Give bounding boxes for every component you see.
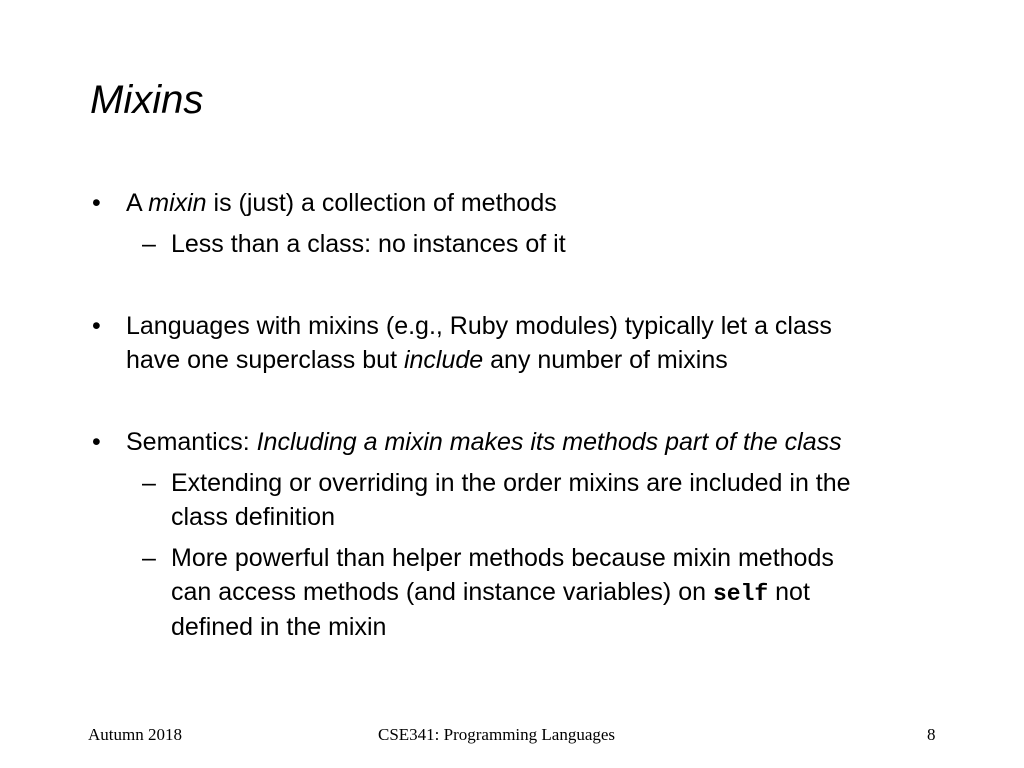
sub-bullet-marker: – (142, 544, 156, 572)
sub-bullet-marker: – (142, 230, 156, 258)
bullet-3-sub-1-line-2: class definition (171, 503, 335, 531)
footer-course: CSE341: Programming Languages (378, 725, 616, 744)
bullet-1-sub-1: Less than a class: no instances of it (171, 230, 566, 258)
bullet-3-sub-2-line-2 (171, 575, 810, 611)
bullet-3-sub-2-line-3: defined in the mixin (171, 613, 387, 641)
bullet-3-emphasis: Including a mixin makes its methods part of the class (256, 428, 842, 456)
bullet-3-text (126, 425, 842, 459)
bullet-3-sub-2-pre: can access methods (and instance variables) on (171, 578, 713, 606)
bullet-2-line-1: Languages with mixins (e.g., Ruby modules) typically let a class (126, 312, 832, 340)
bullet-marker: • (92, 428, 101, 456)
bullet-marker: • (92, 189, 101, 217)
code-self: self (712, 581, 769, 607)
bullet-3-sub-2-line-1: More powerful than helper methods because mixin methods (171, 544, 834, 572)
bullet-1-text (126, 186, 557, 220)
bullet-2-pre: have one superclass but (126, 346, 404, 374)
bullet-1-post: is (just) a collection of methods (206, 189, 557, 217)
bullet-3-sub-1-line-1: Extending or overriding in the order mixins are included in the (171, 469, 851, 497)
bullet-2-line-2 (126, 343, 728, 377)
slide-title: Mixins (90, 78, 204, 122)
bullet-1-pre: A (126, 189, 149, 217)
sub-bullet-marker: – (142, 469, 156, 497)
footer-page-number: 8 (927, 725, 936, 744)
bullet-3-sub-2-post: not (768, 578, 810, 606)
bullet-2-post: any number of mixins (483, 346, 728, 374)
bullet-2-emphasis: include (403, 346, 484, 374)
bullet-3-pre: Semantics: (126, 428, 257, 456)
footer-date: Autumn 2018 (88, 725, 182, 744)
bullet-1-emphasis: mixin (148, 189, 207, 217)
bullet-marker: • (92, 312, 101, 340)
